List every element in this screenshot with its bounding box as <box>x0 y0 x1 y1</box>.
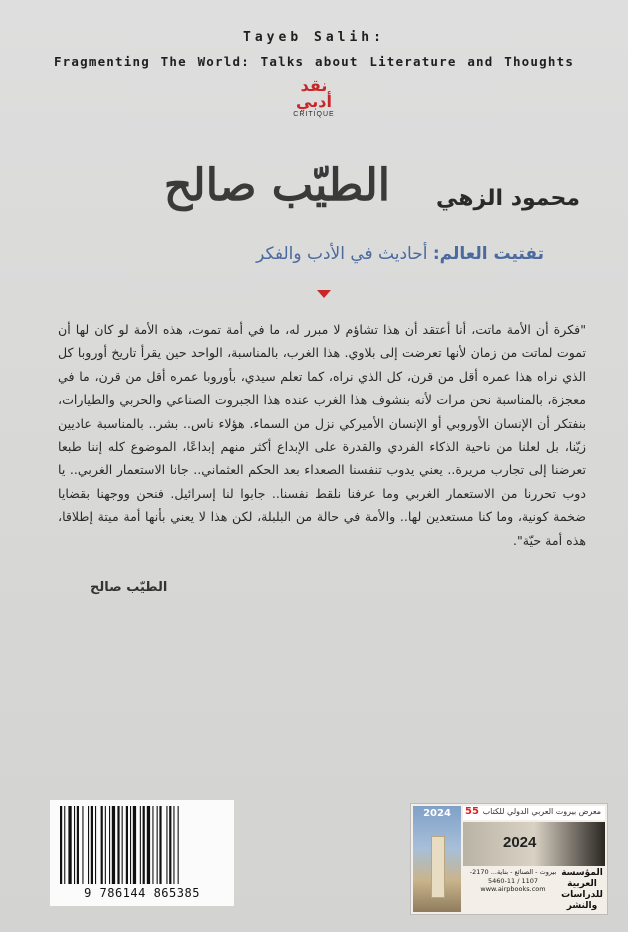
barcode-bar <box>178 806 179 884</box>
book-title <box>256 244 544 264</box>
author-name: محمود الزهي <box>436 186 580 211</box>
barcode-bar <box>169 806 171 884</box>
fair-number: 55 <box>465 806 479 817</box>
subtitle-en: Fragmenting The World: Talks about Literature and Thoughts <box>53 54 575 69</box>
book-title-main: تفتيت العالم: <box>432 244 544 264</box>
blurb-signature: الطيّب صالح <box>90 580 168 595</box>
blurb-text: "فكرة أن الأمة ماتت، أنا أعتقد أن هذا تشاؤم لا مبرر له، ما في أمة تموت، هذه الأمة لو كان لها أن تموت لماتت من زمان لأنها تعرضت إلى بلاوي. هذا الغرب، بالمناسبة، الواحد حين يقرأ تاريخ أوروبا كل الذي نراه هذا عمره أقل من قرن، كل الذي نراه، كما تعلم سيدي، بأوروبا عمره أقل من قرن، ما في معجزة، بالمناسبة نحن مرات لأنه بنشوف هذا الغرب عنده هذا الجبروت الصناعي والحربي والطيارات، بنفتكر أن الإنسان الأوروبي أو الإنسان الأميركي نزل من السماء. هؤلاء ناس.. بشر.. بالمناسبة عاديين زيّنا، بل لعلنا من ناحية الذكاء الفردي والقدرة على الإبداع أكثر منهم إبداعًا، الموضوع كله إننا طبعا تعرضنا إلى تجارب مريرة.. يعني يدوب تنفسنا الصعداء بعد الحكم العثماني.. جانا الاستعمار الغربي.. يا دوب تحررنا من الاستعمار الغربي وما عرفنا نلقط نفسنا.. جابوا لنا إسرائيل. فنحن ووجهنا بقضايا ضخمة كونية، وما كنا مستعدين لها.. والأمة في حالة من البلبلة، لكن هذا لا يعني بأنها أمة ميتة إطلاقا، هذه أمة حيّة". <box>58 322 586 548</box>
barcode-bar <box>91 806 93 884</box>
barcode-bar <box>64 806 65 884</box>
barcode-bar <box>112 806 115 884</box>
barcode-bar <box>122 806 123 884</box>
barcode-bar <box>166 806 167 884</box>
barcode-bar <box>77 806 79 884</box>
barcode-bar <box>152 806 153 884</box>
barcode-bar <box>109 806 110 884</box>
barcode-bar <box>126 806 128 884</box>
fair-banner-text: معرض بيروت العربي الدولي للكتاب <box>482 807 601 816</box>
barcode-bar <box>105 806 106 884</box>
calligraphy-name: الطيّب صالح <box>163 160 390 211</box>
poster-year: 2024 <box>423 808 451 819</box>
barcode-bar <box>101 806 103 884</box>
barcode-bar <box>133 806 136 884</box>
barcode <box>50 800 234 906</box>
clock-tower-icon <box>431 836 445 898</box>
barcode-bar <box>140 806 141 884</box>
fair-year: 2024 <box>503 834 537 851</box>
book-title-sub: أحاديث في الأدب والفكر <box>256 244 433 264</box>
barcode-bar <box>157 806 158 884</box>
barcode-bar <box>82 806 83 884</box>
barcode-bar <box>88 806 89 884</box>
triangle-marker-icon <box>317 290 331 298</box>
barcode-bar <box>60 806 62 884</box>
publisher-contact: بيروت - الصنائع - بناية... 2170-1107 / 11-5460 www.airpbooks.com <box>469 868 557 893</box>
series-logo-en: CRITIQUE <box>293 111 335 118</box>
isbn-number: 9 786144 865385 <box>84 886 200 900</box>
barcode-bar <box>130 806 131 884</box>
barcode-bar <box>117 806 119 884</box>
series-logo <box>291 76 337 118</box>
barcode-bar <box>74 806 75 884</box>
barcode-bar <box>68 806 71 884</box>
poster-image <box>413 806 461 912</box>
publisher-box <box>410 803 608 915</box>
barcode-bar <box>173 806 174 884</box>
series-logo-ar: نقد أدبي <box>296 76 332 111</box>
fair-banner <box>463 806 605 820</box>
barcode-bar <box>143 806 145 884</box>
title-block <box>90 150 590 240</box>
barcode-icon <box>58 806 226 884</box>
publisher-logo: المؤسسة العربية للدراسات والنشر <box>561 868 603 911</box>
fair-image <box>463 822 605 866</box>
barcode-bar <box>159 806 161 884</box>
barcode-bar <box>147 806 150 884</box>
author-name-en: Tayeb Salih: <box>243 30 385 45</box>
barcode-bar <box>95 806 96 884</box>
